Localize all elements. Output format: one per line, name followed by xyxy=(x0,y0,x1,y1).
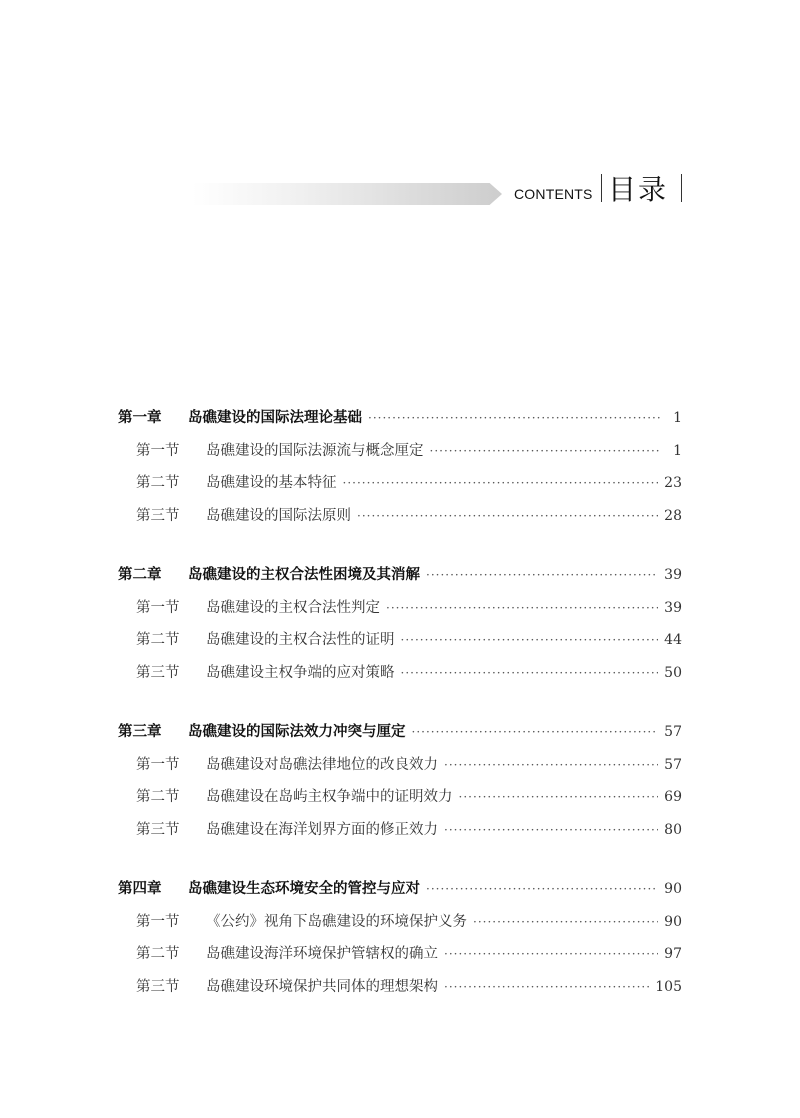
page-number: 28 xyxy=(664,507,682,524)
section-label: 第二节 xyxy=(136,475,180,491)
chapter-entry[interactable] xyxy=(118,559,682,592)
contents-label: CONTENTS xyxy=(514,186,593,202)
dot-leader xyxy=(368,402,660,435)
section-entry[interactable] xyxy=(118,906,682,939)
page-number: 1 xyxy=(673,410,682,426)
page-number: 50 xyxy=(664,664,682,681)
section-label: 第二节 xyxy=(136,946,180,962)
section-label: 第三节 xyxy=(136,821,180,838)
page-number: 23 xyxy=(664,475,682,491)
section-label: 第二节 xyxy=(136,789,180,805)
chapter-title: 岛礁建设的国际法理论基础 xyxy=(188,410,362,426)
page-number: 105 xyxy=(655,978,682,995)
page-number: 80 xyxy=(664,821,682,838)
dot-leader xyxy=(473,906,658,939)
chapter-entry[interactable] xyxy=(118,873,682,906)
dot-leader xyxy=(444,938,658,971)
section-title: 岛礁建设在岛屿主权争端中的证明效力 xyxy=(206,789,453,805)
dot-leader xyxy=(430,435,661,468)
section-label: 第一节 xyxy=(136,756,180,773)
header-divider-left xyxy=(601,174,602,202)
section-entry[interactable] xyxy=(118,592,682,625)
section-title: 岛礁建设对岛礁法律地位的改良效力 xyxy=(206,756,438,773)
chapter-title: 岛礁建设的主权合法性困境及其消解 xyxy=(188,567,420,583)
chapter-block-2 xyxy=(118,559,682,689)
section-entry[interactable] xyxy=(118,814,682,847)
section-label: 第一节 xyxy=(136,913,180,930)
chapter-label: 第三章 xyxy=(118,724,162,740)
section-title: 《公约》视角下岛礁建设的环境保护义务 xyxy=(206,913,467,930)
dot-leader xyxy=(459,781,659,814)
section-entry[interactable] xyxy=(118,500,682,533)
section-title: 岛礁建设海洋环境保护管辖权的确立 xyxy=(206,946,438,962)
chapter-label: 第一章 xyxy=(118,410,162,426)
section-title: 岛礁建设的主权合法性的证明 xyxy=(206,632,395,648)
section-entry[interactable] xyxy=(118,657,682,690)
dot-leader xyxy=(412,716,659,749)
toc-header xyxy=(0,0,800,240)
dot-leader xyxy=(426,873,658,906)
section-title: 岛礁建设主权争端的应对策略 xyxy=(206,664,395,681)
dot-leader xyxy=(444,971,649,1004)
dot-leader xyxy=(343,467,659,500)
dot-leader xyxy=(444,814,658,847)
page-number: 44 xyxy=(664,632,682,648)
header-gradient-arrow xyxy=(192,183,502,205)
section-entry[interactable] xyxy=(118,971,682,1004)
section-entry[interactable] xyxy=(118,624,682,657)
section-label: 第二节 xyxy=(136,632,180,648)
page-number: 69 xyxy=(664,789,682,805)
chapter-block-4 xyxy=(118,873,682,1003)
page-number: 39 xyxy=(664,567,682,583)
section-label: 第一节 xyxy=(136,442,180,459)
section-label: 第三节 xyxy=(136,664,180,681)
section-title: 岛礁建设的国际法源流与概念厘定 xyxy=(206,442,424,459)
section-title: 岛礁建设环境保护共同体的理想架构 xyxy=(206,978,438,995)
page-title: 目录 xyxy=(608,173,669,206)
page-number: 57 xyxy=(664,724,682,740)
section-title: 岛礁建设的基本特征 xyxy=(206,475,337,491)
section-label: 第一节 xyxy=(136,599,180,616)
dot-leader xyxy=(444,749,658,782)
page-number: 57 xyxy=(664,756,682,773)
section-entry[interactable] xyxy=(118,467,682,500)
chapter-block-1 xyxy=(118,402,682,532)
section-entry[interactable] xyxy=(118,938,682,971)
page-number: 90 xyxy=(664,913,682,930)
dot-leader xyxy=(401,657,659,690)
section-label: 第三节 xyxy=(136,507,180,524)
section-title: 岛礁建设的国际法原则 xyxy=(206,507,351,524)
dot-leader xyxy=(357,500,658,533)
section-entry[interactable] xyxy=(118,749,682,782)
chapter-label: 第四章 xyxy=(118,881,162,897)
dot-leader xyxy=(386,592,658,625)
section-entry[interactable] xyxy=(118,435,682,468)
chapter-block-3 xyxy=(118,716,682,846)
table-of-contents xyxy=(118,402,682,1030)
chapter-entry[interactable] xyxy=(118,716,682,749)
header-divider-right xyxy=(681,174,682,202)
section-title: 岛礁建设的主权合法性判定 xyxy=(206,599,380,616)
section-label: 第三节 xyxy=(136,978,180,995)
section-title: 岛礁建设在海洋划界方面的修正效力 xyxy=(206,821,438,838)
page-number: 97 xyxy=(664,946,682,962)
chapter-entry[interactable] xyxy=(118,402,682,435)
chapter-title: 岛礁建设生态环境安全的管控与应对 xyxy=(188,881,420,897)
page-number: 1 xyxy=(673,442,682,459)
chapter-title: 岛礁建设的国际法效力冲突与厘定 xyxy=(188,724,406,740)
chapter-label: 第二章 xyxy=(118,567,162,583)
section-entry[interactable] xyxy=(118,781,682,814)
dot-leader xyxy=(426,559,658,592)
page-number: 90 xyxy=(664,881,682,897)
dot-leader xyxy=(401,624,659,657)
page-number: 39 xyxy=(664,599,682,616)
